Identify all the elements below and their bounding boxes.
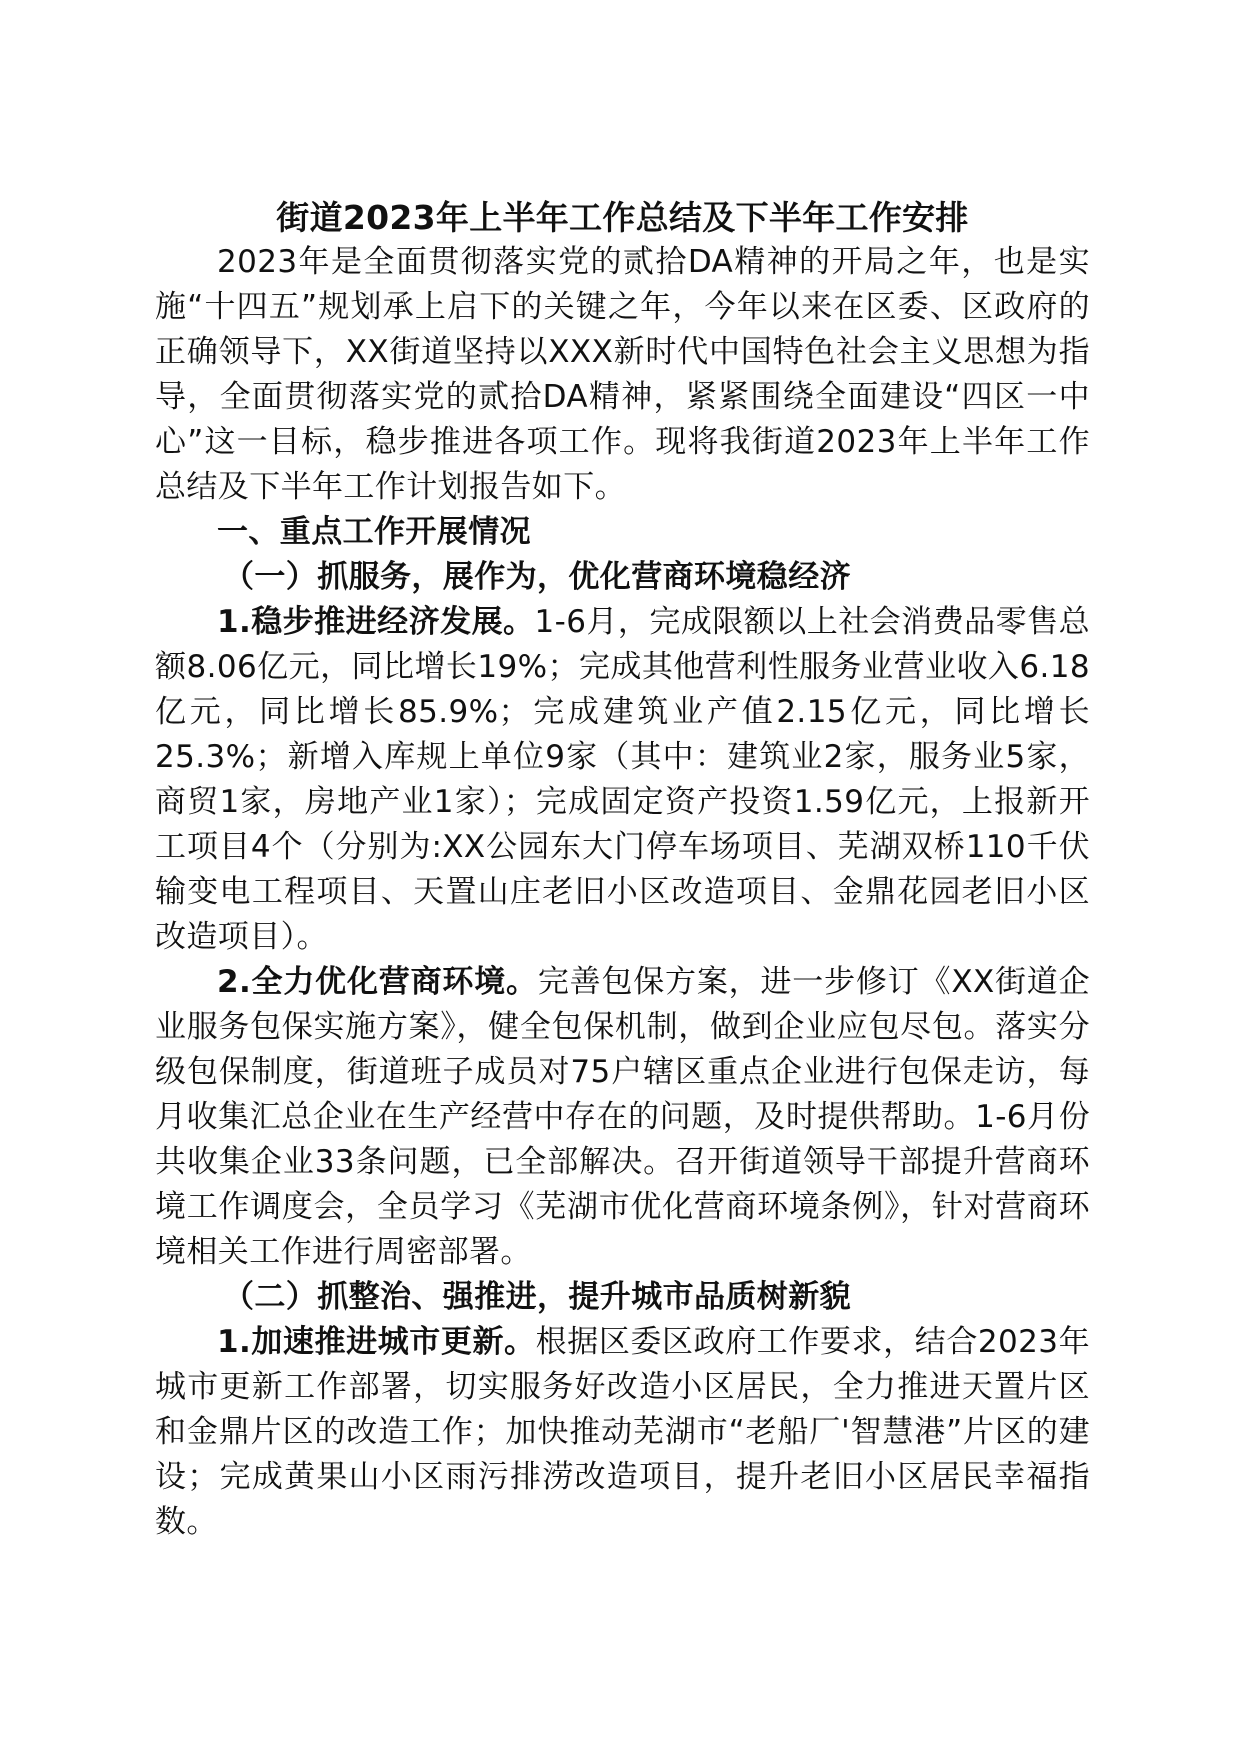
subsection-heading-urban-renewal: （二）抓整治、强推进，提升城市品质树新貌 [223,1279,851,1315]
document-title: 街道2023年上半年工作总结及下半年工作安排 [276,198,969,237]
item-lead-urban-renewal: 1.加速推进城市更新。 [217,1324,536,1360]
paragraph-economic-development [155,600,1090,960]
item-lead-business-environment: 2.全力优化营商环境。 [217,964,538,1000]
document-body [155,195,1090,1545]
item-body-economic-development: 1-6月，完成限额以上社会消费品零售总额8.06亿元，同比增长19%；完成其他营利性服务业营业收入6.18亿元，同比增长85.9%；完成建筑业产值2.15亿元，同比增长25.3%；新增入库规上单位9家（其中：建筑业2家，服务业5家，商贸1家，房地产业1家）；完成固定资产投资1.59亿元，上报新开工项目4个（分别为:XX公园东大门停车场项目、芜湖双桥110千伏输变电工程项目、天置山庄老旧小区改造项目、金鼎花园老旧小区改造项目）。 [155,604,1091,955]
subsection-heading-services: （一）抓服务，展作为，优化营商环境稳经济 [223,559,851,595]
paragraph-urban-renewal [155,1320,1090,1545]
item-body-urban-renewal: 根据区委区政府工作要求，结合2023年城市更新工作部署，切实服务好改造小区居民，全力推进天置片区和金鼎片区的改造工作；加快推动芜湖市“老船厂'智慧港”片区的建设；完成黄果山小区雨污排涝改造项目，提升老旧小区居民幸福指数。 [155,1324,1090,1540]
paragraph-business-environment [155,960,1090,1275]
intro-paragraph: 2023年是全面贯彻落实党的贰拾DA精神的开局之年，也是实施“十四五”规划承上启下的关键之年，今年以来在区委、区政府的正确领导下，XX街道坚持以XXX新时代中国特色社会主义思想为指导，全面贯彻落实党的贰拾DA精神，紧紧围绕全面建设“四区一中心”这一目标，稳步推进各项工作。现将我街道2023年上半年工作总结及下半年工作计划报告如下。 [155,244,1090,505]
section-heading-key-work: 一、重点工作开展情况 [217,514,531,550]
item-body-business-environment: 完善包保方案，进一步修订《XX街道企业服务包保实施方案》，健全包保机制，做到企业应包尽包。落实分级包保制度，街道班子成员对75户辖区重点企业进行包保走访，每月收集汇总企业在生产经营中存在的问题，及时提供帮助。1-6月份共收集企业33条问题，已全部解决。召开街道领导干部提升营商环境工作调度会，全员学习《芜湖市优化营商环境条例》，针对营商环境相关工作进行周密部署。 [155,964,1091,1270]
item-lead-economic-development: 1.稳步推进经济发展。 [217,604,535,640]
